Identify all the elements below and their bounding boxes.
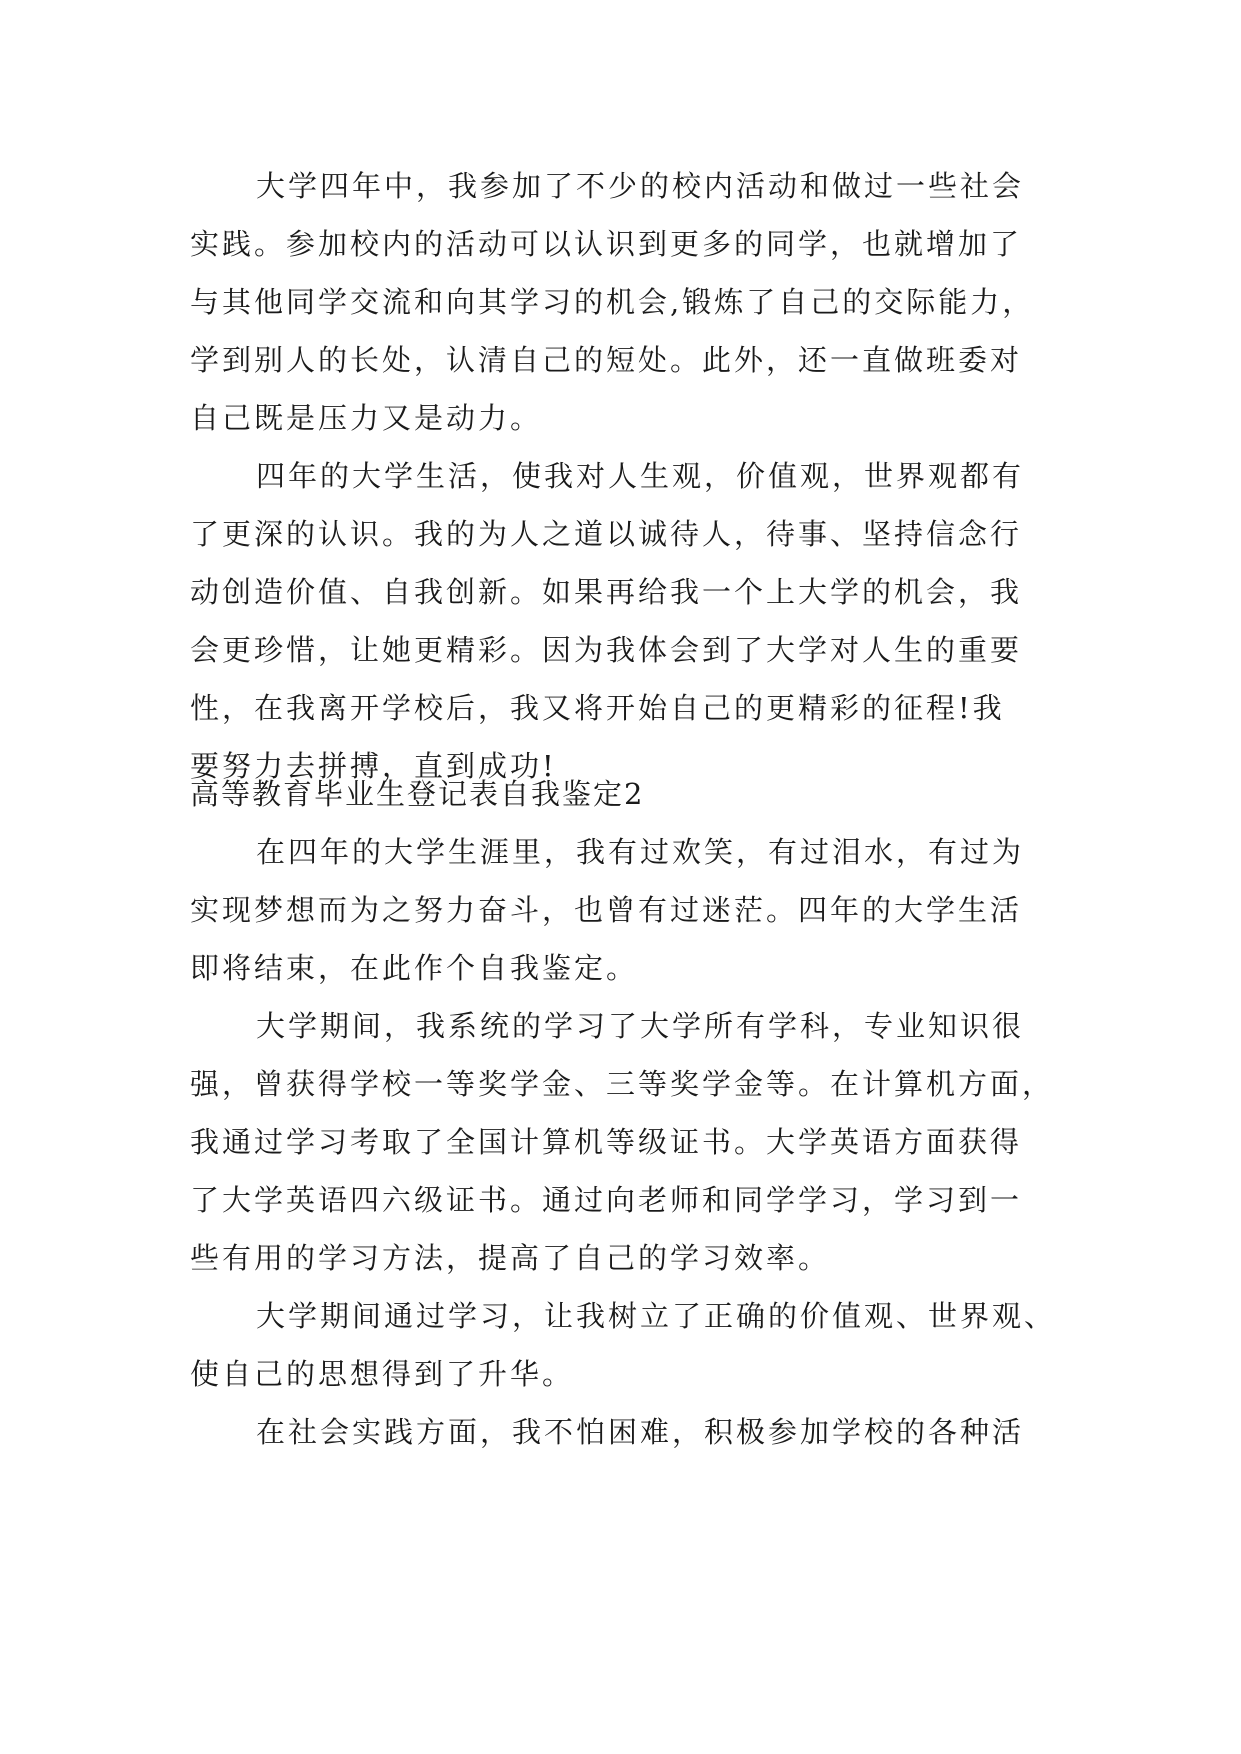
paragraph	[190, 997, 1070, 1287]
text-line: 要努力去拼搏，直到成功!	[190, 749, 557, 783]
text-line: 在四年的大学生涯里，我有过欢笑，有过泪水，有过为	[256, 835, 1025, 869]
paragraph	[190, 823, 1070, 997]
text-line: 我通过学习考取了全国计算机等级证书。大学英语方面获得	[190, 1125, 1023, 1159]
text-line: 大学期间通过学习，让我树立了正确的价值观、世界观、	[256, 1299, 1057, 1333]
text-line: 大学期间，我系统的学习了大学所有学科，专业知识很	[256, 1009, 1025, 1043]
text-line: 使自己的思想得到了升华。	[190, 1357, 575, 1391]
paragraph	[190, 1403, 1070, 1461]
text-line: 动创造价值、自我创新。如果再给我一个上大学的机会，我	[190, 575, 1023, 609]
text-line: 强，曾获得学校一等奖学金、三等奖学金等。在计算机方面，	[190, 1067, 1055, 1101]
paragraph	[190, 1287, 1070, 1403]
section-2	[190, 765, 1070, 1461]
text-line: 了大学英语四六级证书。通过向老师和同学学习，学习到一	[190, 1183, 1023, 1217]
text-line: 学到别人的长处，认清自己的短处。此外，还一直做班委对	[190, 343, 1023, 377]
text-line: 自己既是压力又是动力。	[190, 401, 543, 435]
text-line: 实践。参加校内的活动可以认识到更多的同学，也就增加了	[190, 227, 1023, 261]
paragraph	[190, 157, 1070, 447]
text-line: 即将结束，在此作个自我鉴定。	[190, 951, 639, 985]
text-line: 性，在我离开学校后，我又将开始自己的更精彩的征程!我	[190, 691, 1005, 725]
text-line: 实现梦想而为之努力奋斗，也曾有过迷茫。四年的大学生活	[190, 893, 1023, 927]
text-line: 了更深的认识。我的为人之道以诚待人，待事、坚持信念行	[190, 517, 1023, 551]
section-heading: 高等教育毕业生登记表自我鉴定2	[190, 777, 645, 811]
text-line: 会更珍惜，让她更精彩。因为我体会到了大学对人生的重要	[190, 633, 1023, 667]
text-line: 大学四年中，我参加了不少的校内活动和做过一些社会	[256, 169, 1025, 203]
text-line: 些有用的学习方法，提高了自己的学习效率。	[190, 1241, 831, 1275]
paragraph	[190, 447, 1070, 795]
text-line: 四年的大学生活，使我对人生观，价值观，世界观都有	[256, 459, 1025, 493]
text-line: 在社会实践方面，我不怕困难，积极参加学校的各种活	[256, 1415, 1025, 1449]
section-1	[190, 157, 1070, 795]
text-line: 与其他同学交流和向其学习的机会,锻炼了自己的交际能力，	[190, 285, 1035, 319]
